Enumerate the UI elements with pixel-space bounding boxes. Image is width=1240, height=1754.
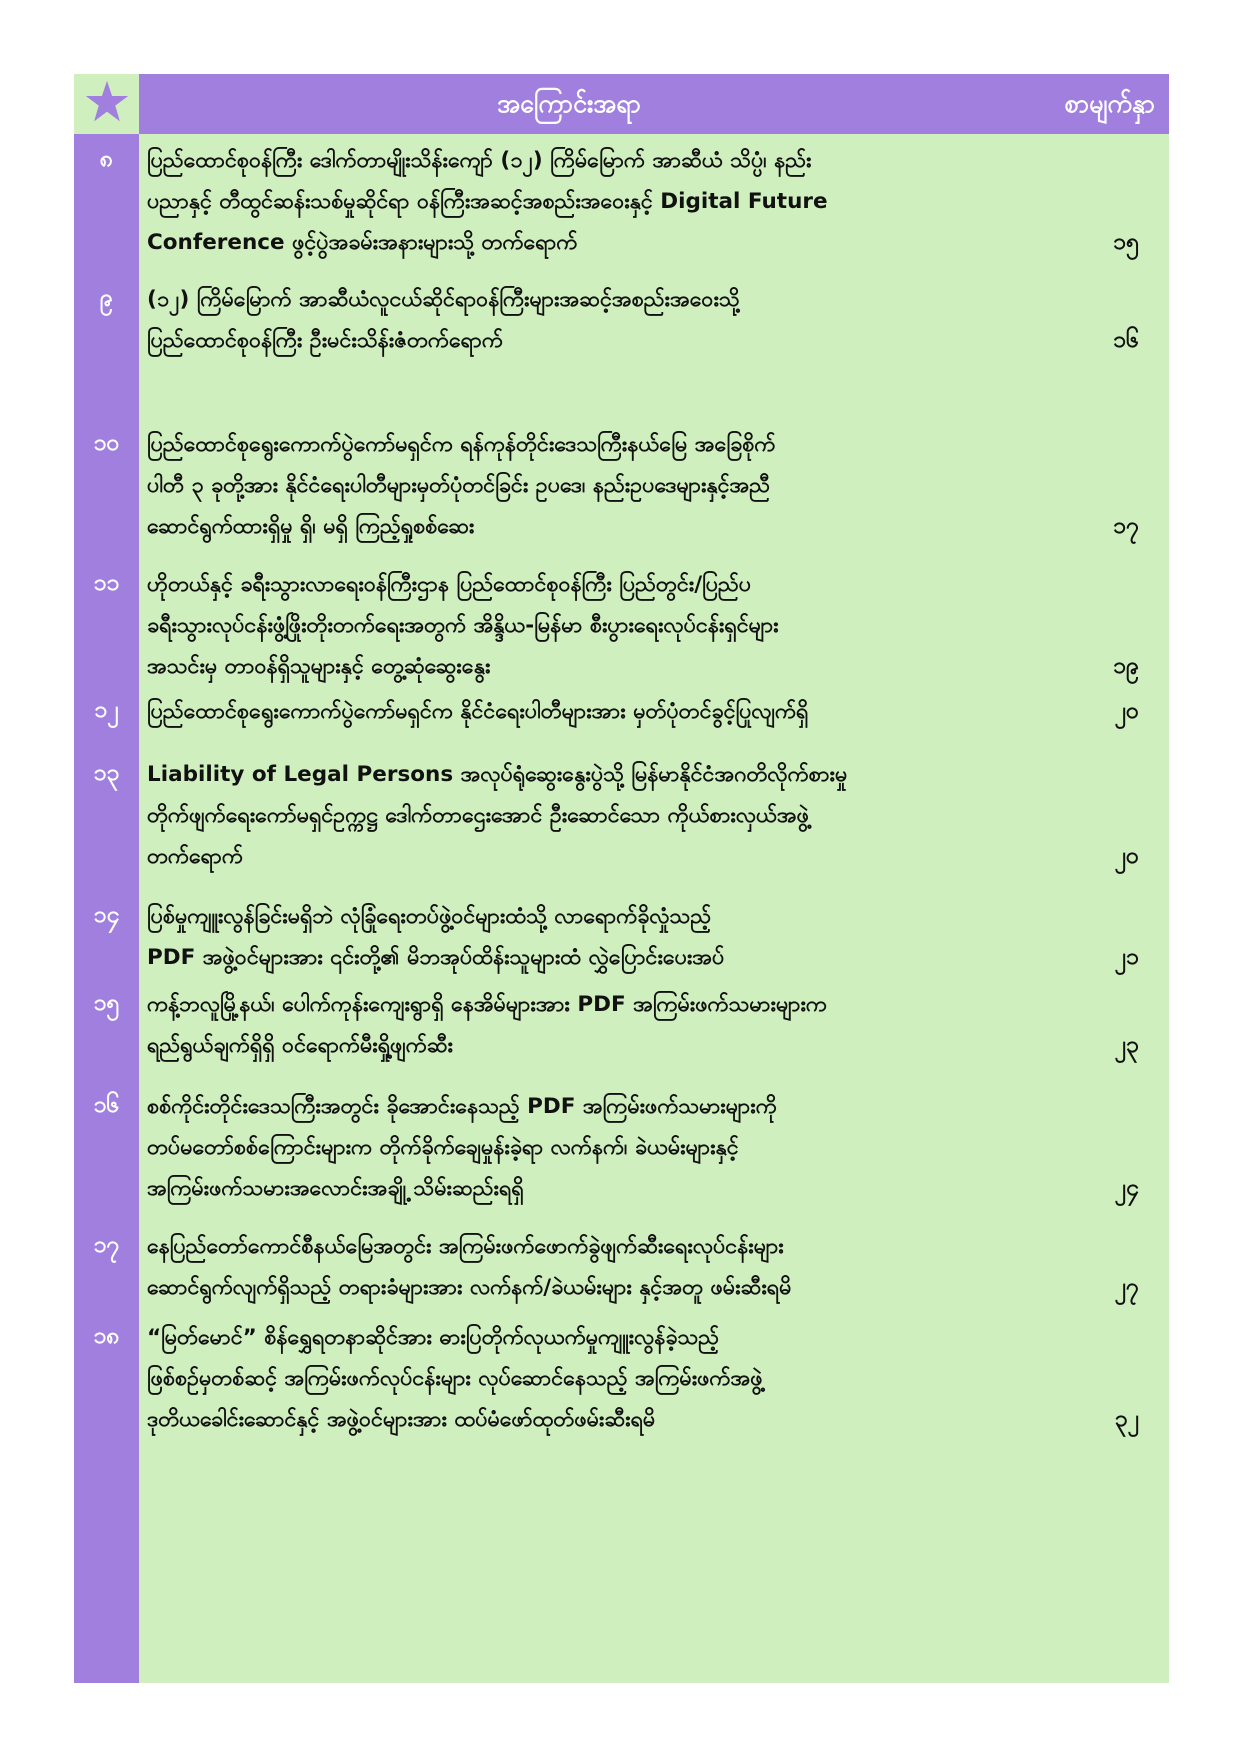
entry-number: ၈ <box>99 146 114 172</box>
entry-page-number: ၂၁ <box>1114 944 1139 970</box>
entry-title-line: ဆောင်ရွက်ထားရှိမှု ရှိ၊ မရှိ ကြည့်ရှုစစ်ဆေး <box>147 514 475 539</box>
toc-entry <box>74 1226 1169 1308</box>
entry-page-number: ၃၂ <box>1114 1406 1139 1432</box>
entry-title-line: ဟိုတယ်နှင့် ခရီးသွားလာရေးဝန်ကြီးဌာန ပြည်ထောင်စုဝန်ကြီး ပြည်တွင်း/ပြည်ပ <box>147 572 752 597</box>
entry-number: ၉ <box>100 285 113 311</box>
entry-title <box>147 564 1027 687</box>
entry-page-number: ၂၀ <box>1114 698 1139 724</box>
entry-title-line: ပြစ်မှုကျူးလွန်ခြင်းမရှိဘဲ လုံခြုံရေးတပ်ဖွဲ့ဝင်များထံသို့ လာရောက်ခိုလှုံသည့် <box>147 904 712 929</box>
entry-page-number: ၁၉ <box>1113 653 1139 679</box>
toc-entry <box>74 1317 1169 1440</box>
entry-title <box>147 1226 1027 1308</box>
entry-page-number: ၂၄ <box>1114 1175 1139 1201</box>
entry-title-line: ကန့်ဘလူမြို့နယ်၊ ပေါက်ကုန်းကျေးရွာရှိ နေအိမ်များအား PDF အကြမ်းဖက်သမားများက <box>147 992 827 1017</box>
entry-title <box>147 1317 1027 1440</box>
entry-number: ၁၇ <box>93 1232 120 1258</box>
toc-entry <box>74 896 1169 978</box>
toc-entry <box>74 691 1169 732</box>
entry-title-line: စစ်ကိုင်းတိုင်းဒေသကြီးအတွင်း ခိုအောင်းနေသည့် PDF အကြမ်းဖက်သမားများကို <box>147 1094 777 1119</box>
entry-title-line: အကြမ်းဖက်သမားအလောင်းအချို့ သိမ်းဆည်းရရှိ <box>147 1176 524 1201</box>
toc-entry <box>74 424 1169 547</box>
entry-title-line: ပြည်ထောင်စုဝန်ကြီး ဒေါက်တာမျိုးသိန်းကျော် (၁၂) ကြိမ်မြောက် အာဆီယံ သိပ္ပံ၊ နည်း <box>147 148 812 173</box>
entry-page-number: ၁၆ <box>1113 327 1139 353</box>
entry-title <box>147 984 1027 1066</box>
entry-title-line: ခရီးသွားလုပ်ငန်းဖွံ့ဖြိုးတိုးတက်ရေးအတွက် အိန္ဒိယ-မြန်မာ စီးပွားရေးလုပ်ငန်းရှင်များ <box>147 613 779 638</box>
entry-title-line: Conference ဖွင့်ပွဲအခမ်းအနားများသို့ တက်ရောက် <box>147 230 578 255</box>
entry-title <box>147 1086 1027 1209</box>
toc-entry <box>74 140 1169 263</box>
entry-title-line: ပါတီ ၃ ခုတို့အား နိုင်ငံရေးပါတီများမှတ်ပုံတင်ခြင်း ဥပဒေ၊ နည်းဥပဒေများနှင့်အညီ <box>147 473 771 498</box>
entry-title <box>147 424 1027 547</box>
entry-title-line: တိုက်ဖျက်ရေးကော်မရှင်ဥက္ကဋ္ဌ ဒေါက်တာဌေးအောင် ဦးဆောင်သော ကိုယ်စားလှယ်အဖွဲ့ <box>147 803 809 828</box>
contents-heading: အကြောင်းအရာ <box>497 89 641 118</box>
entry-page-number: ၁၇ <box>1113 513 1139 539</box>
entry-number: ၁၈ <box>93 1323 120 1349</box>
toc-entry <box>74 984 1169 1066</box>
star-cell <box>74 74 139 134</box>
entry-page-number: ၂၃ <box>1114 1032 1139 1058</box>
entry-title-line: အသင်းမှ တာဝန်ရှိသူများနှင့် တွေ့ဆုံဆွေးနွေး <box>147 654 491 679</box>
entry-title <box>147 140 1027 263</box>
page-column-heading: စာမျက်နှာ <box>1064 89 1155 118</box>
entry-title-line: တပ်မတော်စစ်ကြောင်းများက တိုက်ခိုက်ချေမှုန်းခဲ့ရာ လက်နက်၊ ခဲယမ်းများနှင့် <box>147 1135 739 1160</box>
entry-number: ၁၄ <box>93 902 120 928</box>
entry-title <box>147 691 1027 732</box>
entry-number: ၁၅ <box>93 990 120 1016</box>
entry-title-line: နေပြည်တော်ကောင်စီနယ်မြေအတွင်း အကြမ်းဖက်ဖောက်ခွဲဖျက်ဆီးရေးလုပ်ငန်းများ <box>147 1234 784 1259</box>
entry-page-number: ၂၀ <box>1114 843 1139 869</box>
entry-title-line: တက်ရောက် <box>147 844 243 869</box>
table-of-contents <box>74 74 1169 1683</box>
entry-title-line: ပြည်ထောင်စုရွေးကောက်ပွဲကော်မရှင်က ရန်ကုန်တိုင်းဒေသကြီးနယ်မြေ အခြေစိုက် <box>147 432 776 457</box>
entry-title-line: PDF အဖွဲ့ဝင်များအား ၎င်းတို့၏ မိဘအုပ်ထိန်းသူများထံ လွှဲပြောင်းပေးအပ် <box>147 945 725 970</box>
toc-entry <box>74 564 1169 687</box>
toc-header <box>74 74 1169 134</box>
toc-entry <box>74 279 1169 361</box>
entry-title-line: ပြည်ထောင်စုရွေးကောက်ပွဲကော်မရှင်က နိုင်ငံရေးပါတီများအား မှတ်ပုံတင်ခွင့်ပြုလျက်ရှိ <box>147 699 809 724</box>
entry-title <box>147 896 1027 978</box>
entry-number: ၁၀ <box>93 430 120 456</box>
entry-title-line: (၁၂) ကြိမ်မြောက် အာဆီယံလူငယ်ဆိုင်ရာဝန်ကြီးများအဆင့်အစည်းအဝေးသို့ <box>147 287 740 312</box>
toc-entry <box>74 754 1169 877</box>
entry-number: ၁၁ <box>93 570 120 596</box>
entry-title-line: Liability of Legal Persons အလုပ်ရုံဆွေးနွေးပွဲသို့ မြန်မာနိုင်ငံအဂတိလိုက်စားမှု <box>147 762 848 787</box>
entry-title-line: “မြတ်မောင်” စိန်ရွှေရတနာဆိုင်အား ဓားပြတိုက်လုယက်မှုကျူးလွန်ခဲ့သည့် <box>147 1325 720 1350</box>
entry-title-line: ဆောင်ရွက်လျက်ရှိသည့် တရားခံများအား လက်နက်/ခဲယမ်းများ နှင့်အတူ ဖမ်းဆီးရမိ <box>147 1275 792 1300</box>
entry-number: ၁၂ <box>94 697 119 723</box>
entry-title-line: ဒုတိယခေါင်းဆောင်နှင့် အဖွဲ့ဝင်များအား ထပ်မံဖော်ထုတ်ဖမ်းဆီးရမိ <box>147 1407 656 1432</box>
entry-title-line: ပညာနှင့် တီထွင်ဆန်းသစ်မှုဆိုင်ရာ ဝန်ကြီးအဆင့်အစည်းအဝေးနှင့် Digital Future <box>147 189 828 214</box>
entry-page-number: ၂၇ <box>1114 1274 1139 1300</box>
entry-title-line: ဖြစ်စဉ်မှတစ်ဆင့် အကြမ်းဖက်လုပ်ငန်းများ လုပ်ဆောင်နေသည့် အကြမ်းဖက်အဖွဲ့ <box>147 1366 763 1391</box>
entry-title-line: ရည်ရွယ်ချက်ရှိရှိ ဝင်ရောက်မီးရှို့ဖျက်ဆီး <box>147 1033 454 1058</box>
entry-title <box>147 754 1027 877</box>
entry-number: ၁၆ <box>93 1092 120 1118</box>
entry-title-line: ပြည်ထောင်စုဝန်ကြီး ဦးမင်းသိန်းဇံတက်ရောက် <box>147 328 503 353</box>
entry-number: ၁၃ <box>93 760 120 786</box>
star-icon <box>84 79 130 129</box>
toc-entry <box>74 1086 1169 1209</box>
entry-title <box>147 279 1027 361</box>
entry-page-number: ၁၅ <box>1113 229 1139 255</box>
